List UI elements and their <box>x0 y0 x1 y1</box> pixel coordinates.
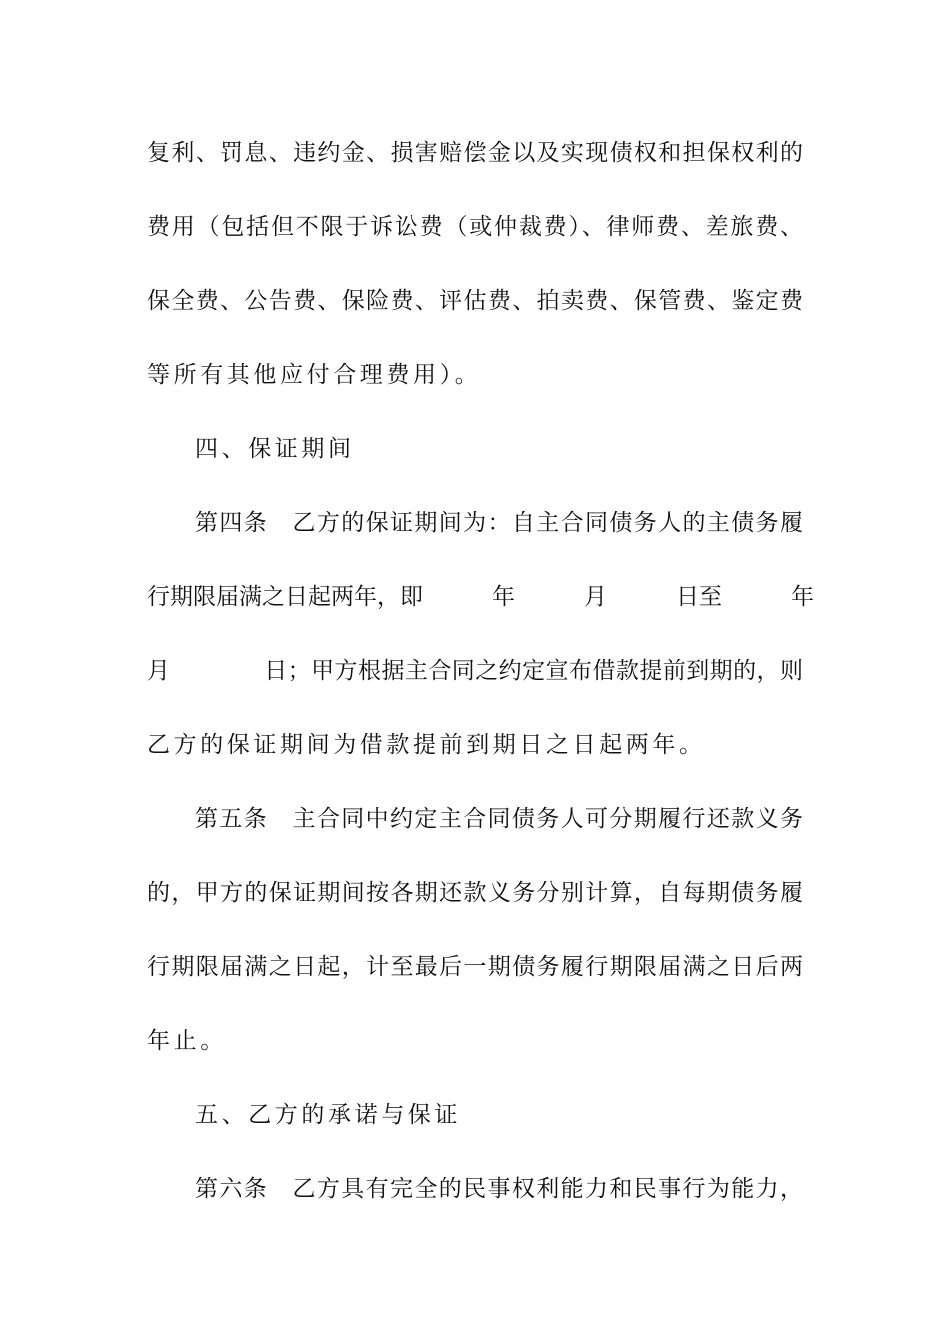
article-5-line-3: 行期限届满之日起，计至最后一期债务履行期限届满之日后两 <box>147 954 803 980</box>
text-line-4: 等所有其他应付合理费用）。 <box>147 362 482 388</box>
article-5-line-4: 年止。 <box>147 1028 227 1054</box>
text-line-1: 复利、罚息、违约金、损害赔偿金以及实现债权和担保权利的 <box>147 140 803 166</box>
article-4-line-1: 第四条 乙方的保证期间为：自主合同债务人的主债务履 <box>195 510 803 536</box>
text-line-3: 保全费、公告费、保险费、评估费、拍卖费、保管费、鉴定费 <box>147 288 803 314</box>
article-5-line-2: 的，甲方的保证期间按各期还款义务分别计算，自每期债务履 <box>147 880 803 906</box>
article-4-line-2: 行期限届满之日起两年，即 年 月 日至 年 <box>147 584 814 610</box>
section-heading-5: 五、乙方的承诺与保证 <box>195 1102 461 1128</box>
article-4-line-3: 月 日；甲方根据主合同之约定宣布借款提前到期的，则 <box>147 658 803 684</box>
article-6-line-1: 第六条 乙方具有完全的民事权利能力和民事行为能力， <box>195 1176 803 1202</box>
text-line-2: 费用（包括但不限于诉讼费（或仲裁费）、律师费、差旅费、 <box>147 214 803 240</box>
section-heading-4: 四、保证期间 <box>195 436 355 462</box>
article-4-line-4: 乙方的保证期间为借款提前到期日之日起两年。 <box>147 732 706 758</box>
article-5-line-1: 第五条 主合同中约定主合同债务人可分期履行还款义务 <box>195 806 803 832</box>
